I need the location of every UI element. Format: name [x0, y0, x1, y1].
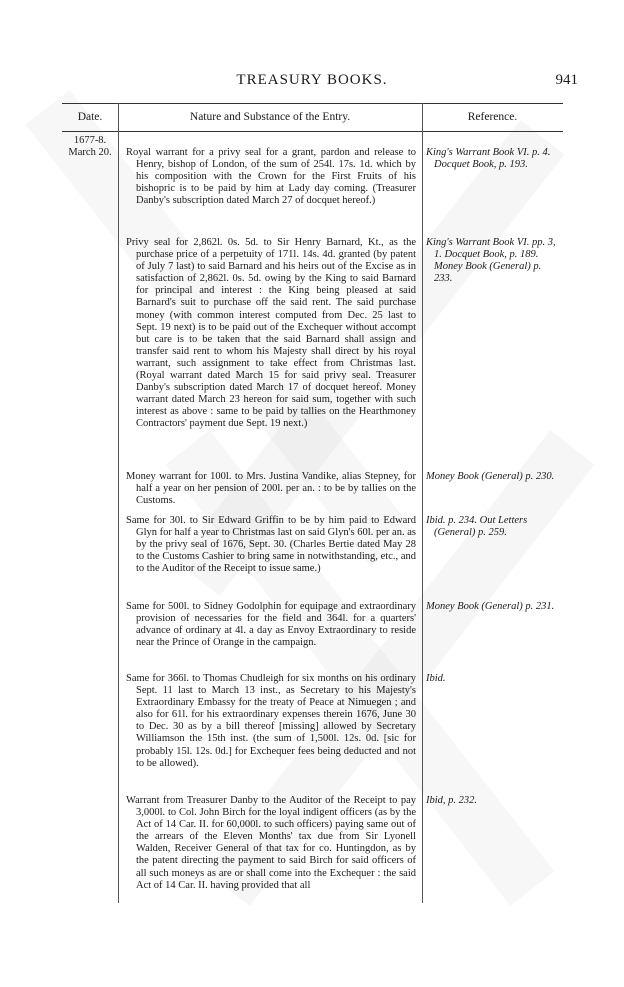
entry-reference: Ibid, p. 232. [426, 795, 478, 806]
entry-date [62, 135, 118, 159]
entry-text: Money warrant for 100l. to Mrs. Justina Vandike, alias Stepney, for half a year on her pension of 200l. per an. : to be by tallies on the Customs. [126, 471, 416, 507]
entries-table [62, 103, 563, 903]
entry-reference: King's Warrant Book VI. p. 4. Docquet Book, p. 193. [426, 147, 551, 171]
entry-text: Same for 366l. to Thomas Chudleigh for six months on his ordinary Sept. 11 last to March 13 inst., as Secretary to his Majesty's Extraordinary Embassy for the treaty of Peace at Nimuegen ; and also for 61l. for his extraordinary expenses therein 1676, June 30 to Dec. 30 as by a bill thereof [missing] allowed by Secretary Williamson the 15th inst. (the sum of 1,500l. 12s. 0d. [sic for probably 15l. 12s. 0d.] for Exchequer fees being deducted and not to be allowed). [126, 673, 416, 769]
entry-text: Warrant from Treasurer Danby to the Auditor of the Receipt to pay 3,000l. to Col. John Birch for the loyal indigent officers (as by the Act of 14 Car. II. for 60,000l. to such officers) paying same out of the arrears of the Eleven Months' tax due from Sir Lyonell Walden, Receiver General of that tax for co. Huntingdon, as by the patent directing the payment to said Birch for said officers of all such moneys as are or shall come into the Exchequer : the said Act of 14 Car. II. having provided that all [126, 795, 416, 891]
page-number: 941 [555, 72, 578, 88]
entry-text: Same for 30l. to Sir Edward Griffin to be by him paid to Edward Glyn for half a year to Christmas last on said Glyn's 60l. per an. as by the privy seal of 1676, Sept. 30. (Charles Bertie dated May 28 to the Customs Cashier to bring same in notwithstanding, etc., and to the Auditor of the Receipt to issue same.) [126, 515, 416, 575]
column-divider-reference [422, 103, 423, 903]
running-title: TREASURY BOOKS. [236, 72, 388, 88]
column-divider-date [118, 103, 119, 903]
column-header-nature: Nature and Substance of the Entry. [189, 111, 351, 123]
entry-reference: King's Warrant Book VI. pp. 3, 1. Docquet Book, p. 189. Money Book (General) p. 233. [426, 237, 556, 285]
column-header-date: Date. [77, 111, 103, 123]
entry-reference: Ibid. p. 234. Out Letters (General) p. 259. [426, 515, 528, 539]
entry-text: Privy seal for 2,862l. 0s. 5d. to Sir Henry Barnard, Kt., as the purchase price of a perpetuity of 171l. 14s. 4d. granted (by patent of July 7 last) to said Barnard and his heirs out of the Excise as in satisfaction of 2,862l. 0s. 5d. owing by the King to said Barnard for principal and interest : the King being pleased at said Barnard's suit to purchase off the said rent. The said purchase money (with common interest computed from Dec. 25 last to Sept. 19 next) is to be paid out of the Exchequer without accompt but care is to be taken that the said Barnard shall assign and transfer said rent to whom his Majesty shall direct by his royal warrant, such assignment to take effect from Christmas last. (Royal warrant dated March 15 for said privy seal. Treasurer Danby's subscription dated March 17 of docquet hereof. Money warrant dated March 23 hereon for said sum, together with such interest as above : same to be paid by tallies on the Hearthmoney Contractors' payment due Sept. 19 next.) [126, 237, 416, 430]
entry-reference: Money Book (General) p. 230. [426, 471, 555, 482]
entry-text: Same for 500l. to Sidney Godolphin for equipage and extraordinary provision of necessaries for the field and 364l. for a quarters' advance of ordinary at 4l. a day as Envoy Extraordinary to reside near the Prince of Orange in the campaign. [126, 601, 416, 649]
entry-reference: Ibid. [426, 673, 446, 684]
page-header [0, 72, 624, 92]
entry-text: Royal warrant for a privy seal for a grant, pardon and release to Henry, bishop of London, of the sum of 254l. 17s. 1d. which by his composition with the Crown for the First Fruits of his bishopric is to be paid by him at Lady day coming. (Treasurer Danby's subscription dated March 27 of docquet hereof.) [126, 147, 416, 207]
column-header-reference: Reference. [467, 111, 518, 123]
entry-reference: Money Book (General) p. 231. [426, 601, 555, 612]
table-header-rule [62, 131, 563, 132]
date-day: March 20. [68, 147, 112, 158]
date-year: 1677-8. [73, 135, 107, 146]
table-top-rule [62, 103, 563, 104]
